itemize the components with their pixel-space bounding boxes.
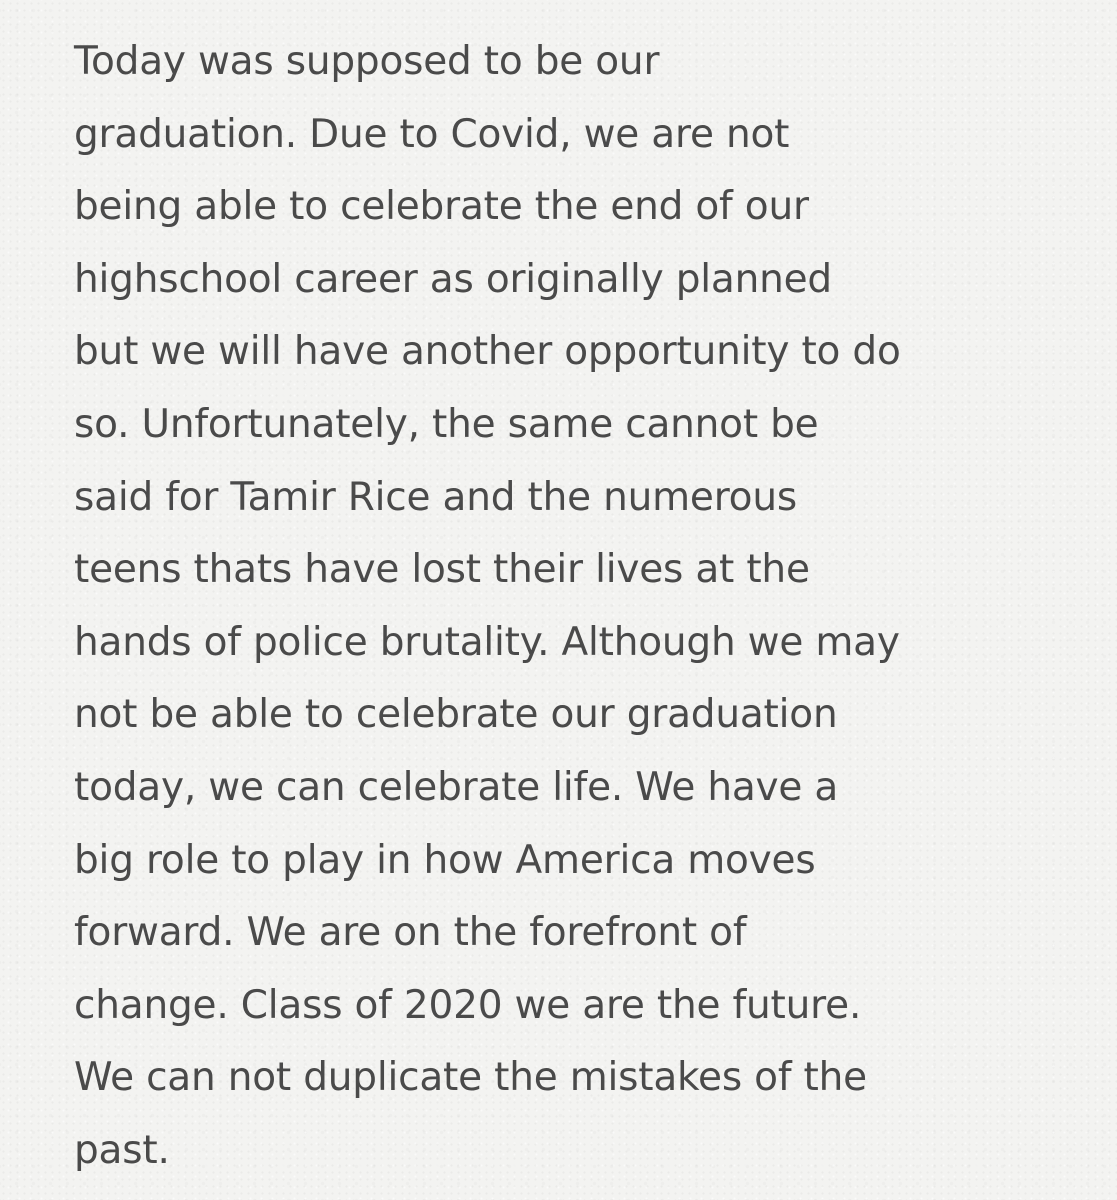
note-line: said for Tamir Rice and the numerous: [74, 474, 797, 520]
note-line: not be able to celebrate our graduation: [74, 692, 838, 738]
note-line: but we will have another opportunity to do: [74, 329, 901, 375]
note-line: forward. We are on the forefront of: [74, 910, 747, 956]
note-line: Today was supposed to be our: [74, 39, 660, 84]
note-line: big role to play in how America moves: [74, 837, 816, 883]
note-line: today, we can celebrate life. We have a: [74, 764, 839, 810]
note-line: being able to celebrate the end of our: [74, 184, 809, 230]
note-line: change. Class of 2020 we are the future.: [74, 982, 862, 1028]
note-line: hands of police brutality. Although we may: [74, 619, 900, 665]
note-line: past.: [74, 1127, 170, 1173]
note-line: teens thats have lost their lives at the: [74, 547, 810, 593]
note-line: so. Unfortunately, the same cannot be: [74, 401, 819, 447]
note-line: graduation. Due to Covid, we are not: [74, 111, 790, 157]
note-line: highschool career as originally planned: [74, 256, 832, 302]
note-text: [74, 26, 1074, 1188]
note-line: We can not duplicate the mistakes of the: [74, 1055, 867, 1101]
